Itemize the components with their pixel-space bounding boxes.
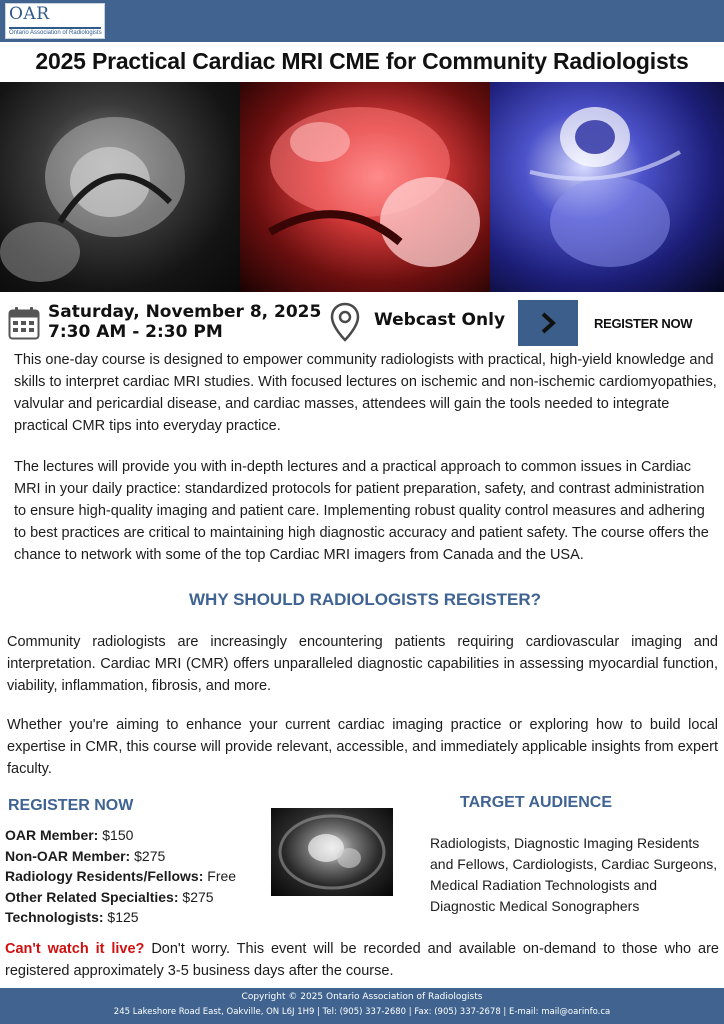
logo-underline — [9, 27, 101, 29]
price-value: $275 — [178, 888, 214, 905]
logo-subtext: Ontario Association of Radiologists — [9, 30, 102, 36]
mri-image-red — [240, 82, 490, 292]
register-now-link[interactable]: REGISTER NOW — [594, 316, 693, 331]
price-label: OAR Member: — [5, 827, 99, 843]
footer — [0, 988, 724, 1024]
register-heading: REGISTER NOW — [8, 797, 134, 814]
map-pin-icon — [330, 302, 360, 344]
target-audience-text: Radiologists, Diagnostic Imaging Residents and Fellows, Cardiologists, Cardiac Surgeons, Medical Radiation Technologists and Diagnostic Medical Sonographers — [430, 835, 718, 914]
price-item — [5, 907, 236, 928]
price-label: Other Related Specialties: — [5, 888, 179, 905]
lectures-paragraph: The lectures will provide you with in-depth lectures and a practical approach to common issues in Cardiac MRI in your daily practice: standardized protocols for patient preparation, safety, and contrast administration to ensure high-quality imaging and patient care. Implementing robust quality control measures and adhering to best practices are critical to maintaining high diagnostic accuracy and patient safety. The course offers the chance to network with some of the top Cardiac MRI imagers from Canada and the USA. — [14, 459, 709, 563]
register-arrow-button[interactable] — [518, 300, 578, 346]
target-audience-heading: TARGET AUDIENCE — [460, 794, 612, 811]
price-item — [5, 866, 236, 887]
logo-text: OAR — [9, 4, 50, 24]
price-label: Radiology Residents/Fellows: — [5, 868, 204, 884]
intro-paragraph: This one-day course is designed to empower community radiologists with practical, high-yield knowledge and skills to interpret cardiac MRI studies. With focused lectures on ischemic and non-ischemic cardiomyopathies, valvular and pericardial disease, and cardiac masses, attendees will gain the tools needed to integrate practical CMR tips into everyday practice. — [14, 352, 717, 434]
price-value: $150 — [98, 827, 134, 843]
mri-banner — [0, 82, 724, 292]
mri-image-grayscale — [0, 82, 240, 292]
oar-logo[interactable] — [5, 3, 105, 39]
footer-contact: 245 Lakeshore Road East, Oakville, ON L6J 1H9 | Tel: (905) 337-2680 | Fax: (905) 337-2678 | E-mail: mail@oarinfo.ca — [113, 1007, 611, 1017]
recording-notice-highlight: Can't watch it live? — [5, 941, 145, 957]
price-label: Technologists: — [5, 909, 104, 925]
why-paragraph-2: Whether you're aiming to enhance your current cardiac imaging practice or exploring how to build local expertise in CMR, this course will provide relevant, accessible, and immediately applicable insights from expert faculty. — [7, 717, 718, 777]
cardiac-mri-thumbnail — [271, 808, 393, 896]
price-value: $275 — [130, 847, 166, 864]
event-time: 7:30 AM - 2:30 PM — [48, 322, 223, 342]
event-date: Saturday, November 8, 2025 — [48, 302, 322, 322]
price-label: Non-OAR Member: — [5, 847, 131, 864]
mri-image-blue — [490, 82, 724, 292]
calendar-icon — [8, 306, 40, 340]
price-value: Free — [203, 868, 237, 884]
page-title: 2025 Practical Cardiac MRI CME for Community Radiologists — [35, 48, 689, 74]
why-register-heading: WHY SHOULD RADIOLOGISTS REGISTER? — [189, 590, 541, 609]
price-item — [5, 846, 236, 867]
recording-notice — [5, 938, 719, 982]
chevron-right-icon — [536, 311, 560, 335]
price-item — [5, 887, 236, 908]
event-location: Webcast Only — [374, 310, 506, 330]
why-paragraph-1: Community radiologists are increasingly encountering patients requiring cardiovascular imaging and interpretation. Cardiac MRI (CMR) offers unparalleled diagnostic capabilities in assessing myocardial function, viability, inflammation, fibrosis, and more. — [7, 634, 718, 694]
price-value: $125 — [103, 909, 139, 925]
header-bar — [0, 0, 724, 42]
price-item — [5, 825, 236, 846]
event-info-bar — [0, 298, 724, 348]
price-list — [5, 825, 236, 928]
recording-notice-text: Don't worry. This event will be recorded and available on-demand to those who are registered approximately 3-5 business days after the course. — [5, 941, 719, 979]
footer-copyright: Copyright © 2025 Ontario Association of Radiologists — [241, 992, 483, 1002]
